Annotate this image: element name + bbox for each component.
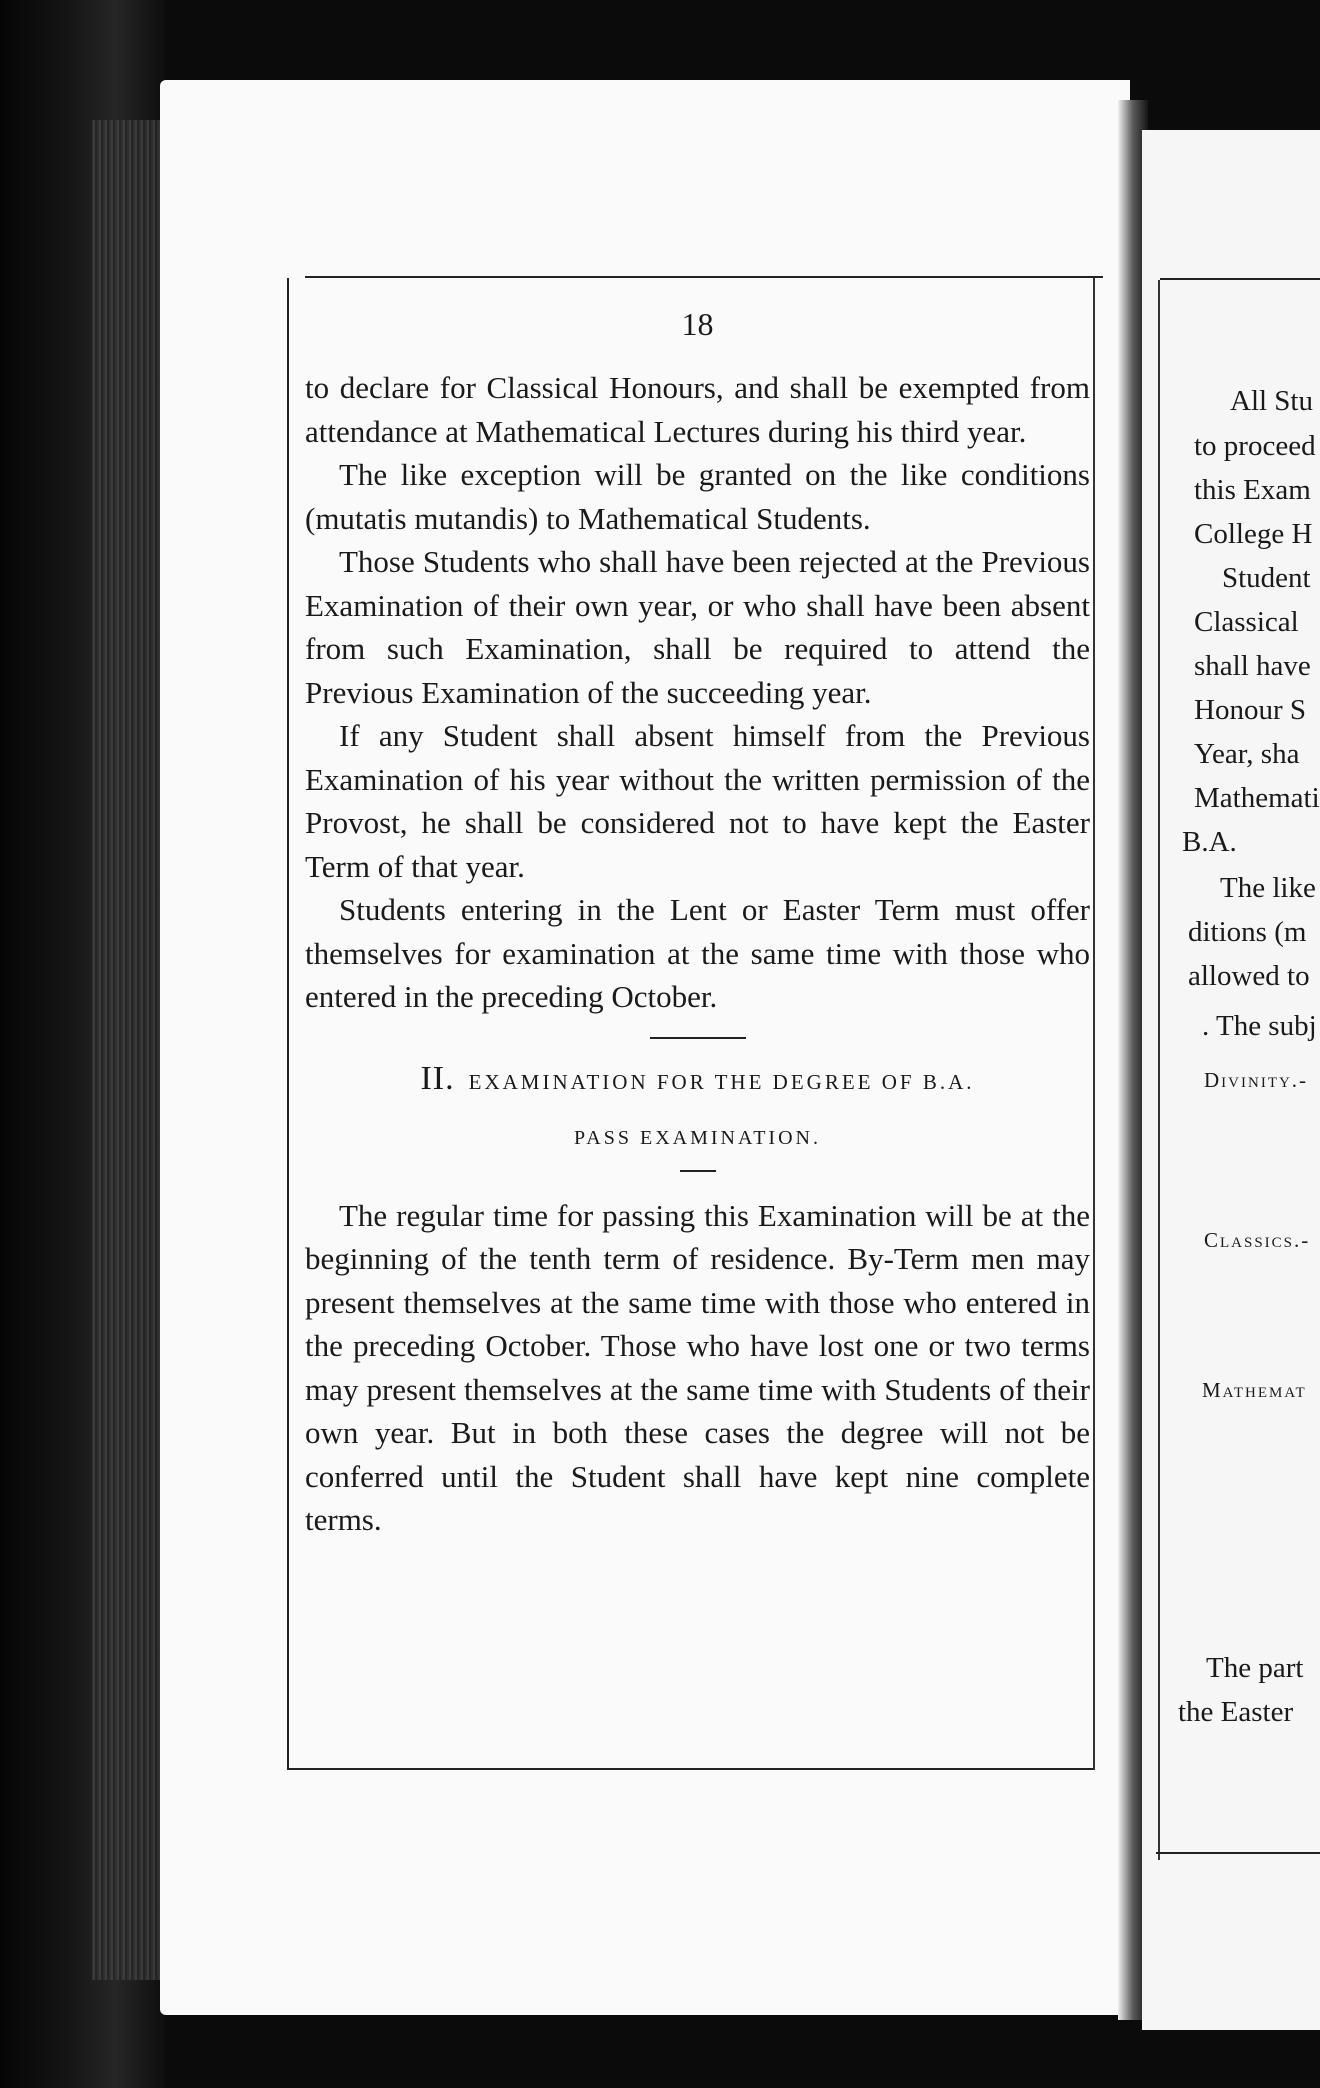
right-fragment: Divinity.- (1204, 1068, 1309, 1092)
section-heading (305, 1057, 1090, 1104)
right-fragment: shall have (1194, 650, 1311, 682)
pass-examination-paragraph: The regular time for passing this Examination will be at the beginning of the tenth term of residence. By-Term men may present themselves at the same time with those who entered in the preceding October. Those who have lost one or two terms may present themselves at the same time with Students of their own year. But in both these cases the degree will not be conferred until the Student shall have kept nine complete terms. (305, 1197, 1090, 1537)
right-fragment: Year, sha (1194, 738, 1300, 770)
right-fragment: allowed to (1188, 960, 1310, 992)
right-fragment: B.A. (1182, 826, 1237, 858)
right-fragment: this Exam (1194, 474, 1311, 506)
right-fragment: to proceed (1194, 430, 1316, 462)
paragraph-5: Students entering in the Lent or Easter Term must offer themselves for examination at the same time with those who entered in the preceding October. (305, 892, 1090, 1014)
right-fragment: Mathemat (1202, 1378, 1307, 1402)
right-fragment: Mathemati (1194, 782, 1320, 814)
right-fragment: . The subj (1202, 1010, 1317, 1042)
paragraph-4: If any Student shall absent himself from the Previous Examination of his year without the written permission of the Provost, he shall be considered not to have kept the Easter Term of that year. (305, 718, 1090, 884)
subheading-divider (680, 1170, 716, 1172)
right-fragment: ditions (m (1188, 916, 1307, 948)
section-numeral: II. (420, 1059, 455, 1097)
frame-bottom-rule (287, 1768, 1093, 1770)
right-fragment: All Stu (1230, 385, 1313, 417)
right-fragment: Classics.- (1204, 1228, 1311, 1252)
right-frame-top-rule (1160, 278, 1320, 280)
right-fragment: The like (1220, 872, 1316, 904)
paragraph-3: Those Students who shall have been rejected at the Previous Examination of their own year, or who shall have been absent from such Examination, shall be required to attend the Previous Examination of the succeeding year. (305, 544, 1090, 710)
left-page-content (305, 300, 1090, 1542)
right-frame-left-rule (1158, 280, 1160, 1860)
right-fragment: Student (1222, 562, 1311, 594)
page-number: 18 (681, 306, 714, 342)
right-page-text (1142, 130, 1320, 2030)
right-fragment: The part (1206, 1652, 1304, 1684)
right-fragment: Honour S (1194, 694, 1306, 726)
right-fragment: College H (1194, 518, 1313, 550)
section-subheading: PASS EXAMINATION. (574, 1126, 821, 1149)
paragraph-2: The like exception will be granted on the like conditions (mutatis mutandis) to Mathematical Students. (305, 457, 1090, 536)
paragraph-1: to declare for Classical Honours, and shall be exempted from attendance at Mathematical Lectures during his third year. (305, 370, 1090, 449)
page-edges (92, 120, 164, 1980)
right-fragment: Classical (1194, 606, 1299, 638)
right-fragment: the Easter (1178, 1696, 1294, 1728)
section-divider (650, 1037, 746, 1039)
section-title: EXAMINATION FOR THE DEGREE OF B.A. (468, 1069, 975, 1094)
right-frame-bottom-rule (1156, 1852, 1320, 1854)
